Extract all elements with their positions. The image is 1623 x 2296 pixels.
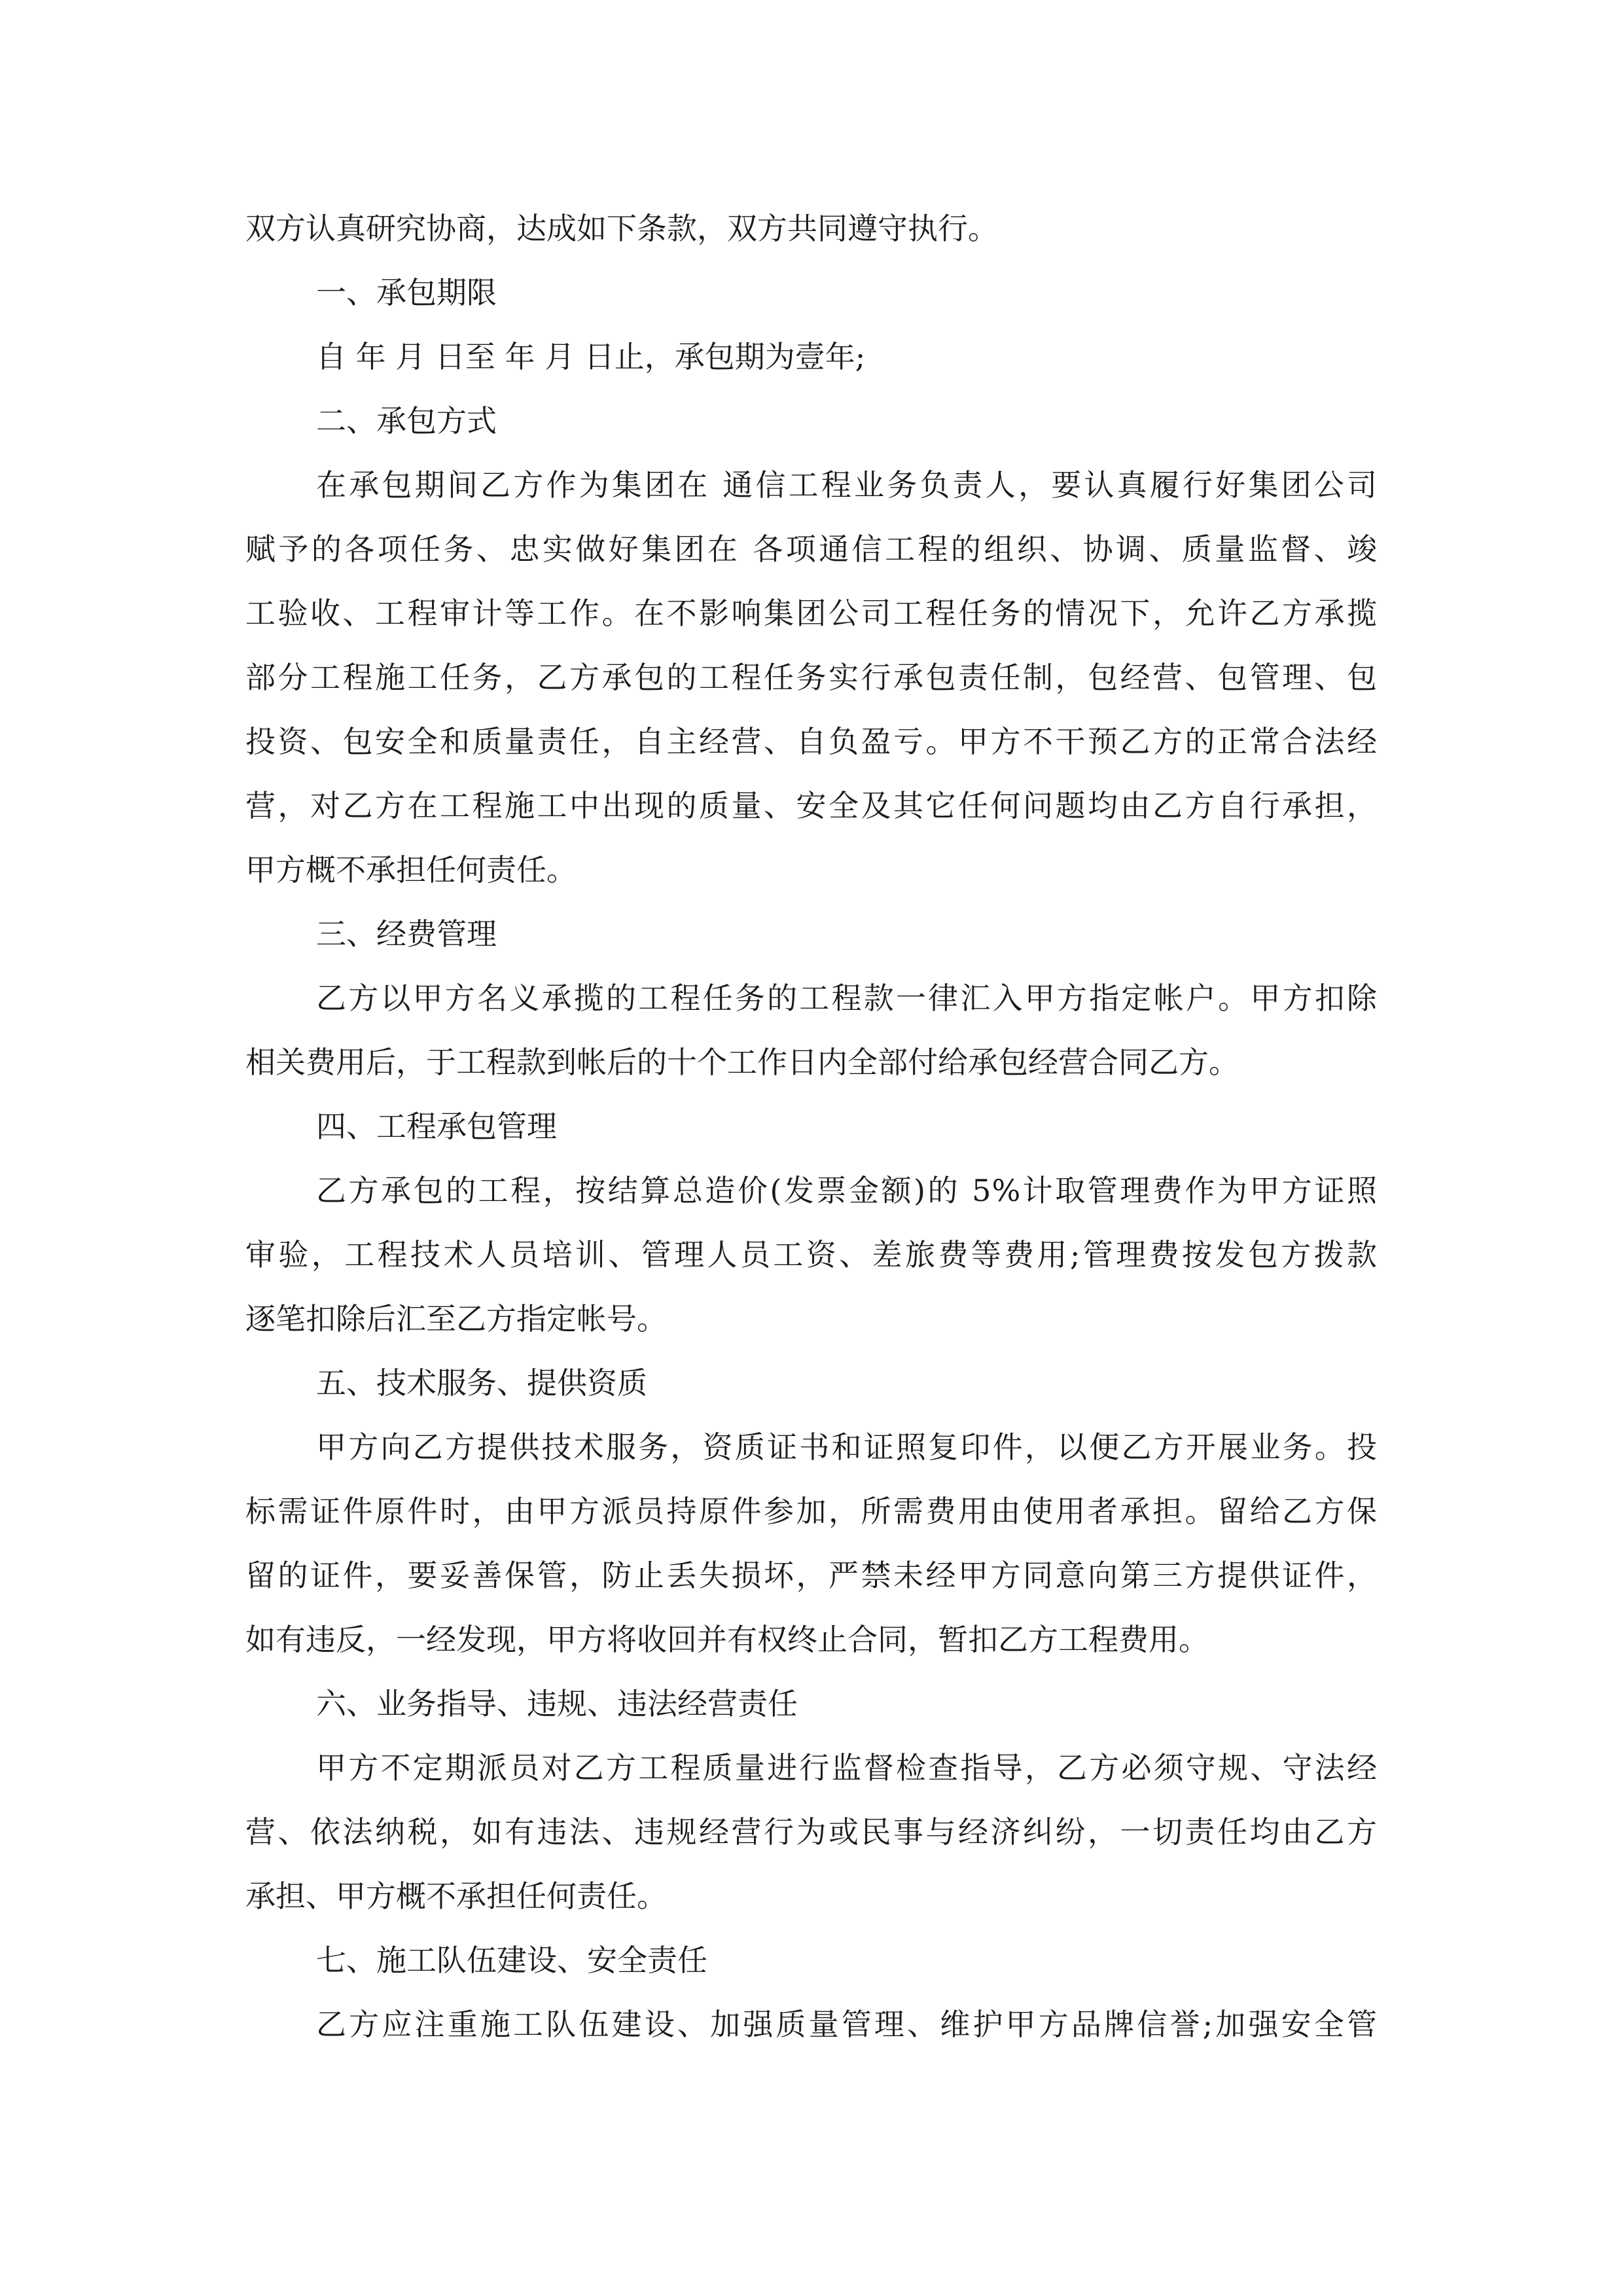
paragraph-line: 标需证件原件时，由甲方派员持原件参加，所需费用由使用者承担。留给乙方保 <box>245 1494 1378 1529</box>
paragraph-line: 赋予的各项任务、忠实做好集团在 各项通信工程的组织、协调、质量监督、竣 <box>245 531 1378 567</box>
paragraph-line: 甲方向乙方提供技术服务，资质证书和证照复印件，以便乙方开展业务。投 <box>316 1429 1378 1465</box>
paragraph-line: 乙方以甲方名义承揽的工程任务的工程款一律汇入甲方指定帐户。甲方扣除 <box>316 980 1378 1016</box>
paragraph-line: 工验收、工程审计等工作。在不影响集团公司工程任务的情况下，允许乙方承揽 <box>245 596 1378 631</box>
paragraph-line: 留的证件，要妥善保管，防止丢失损坏，严禁未经甲方同意向第三方提供证件， <box>245 1558 1378 1593</box>
paragraph-line: 营、依法纳税，如有违法、违规经营行为或民事与经济纠纷，一切责任均由乙方 <box>245 1814 1378 1850</box>
paragraph-line: 乙方承包的工程，按结算总造价(发票金额)的 5%计取管理费作为甲方证照 <box>316 1173 1378 1208</box>
paragraph-line: 在承包期间乙方作为集团在 通信工程业务负责人，要认真履行好集团公司 <box>316 467 1378 503</box>
paragraph-line: 承担、甲方概不承担任何责任。 <box>245 1878 667 1914</box>
paragraph-line: 如有违反，一经发现，甲方将收回并有权终止合同，暂扣乙方工程费用。 <box>245 1622 1209 1657</box>
section-heading: 七、施工队伍建设、安全责任 <box>316 1943 707 1978</box>
section-heading: 五、技术服务、提供资质 <box>316 1365 647 1401</box>
paragraph-line: 相关费用后，于工程款到帐后的十个工作日内全部付给承包经营合同乙方。 <box>245 1045 1239 1080</box>
paragraph-line: 营，对乙方在工程施工中出现的质量、安全及其它任何问题均由乙方自行承担， <box>245 788 1378 823</box>
paragraph-line: 投资、包安全和质量责任，自主经营、自负盈亏。甲方不干预乙方的正常合法经 <box>245 724 1378 759</box>
paragraph-line: 双方认真研究协商，达成如下条款，双方共同遵守执行。 <box>245 211 998 246</box>
section-heading: 二、承包方式 <box>316 403 497 439</box>
paragraph-line: 审验，工程技术人员培训、管理人员工资、差旅费等费用;管理费按发包方拨款 <box>245 1237 1378 1272</box>
paragraph-line: 部分工程施工任务，乙方承包的工程任务实行承包责任制，包经营、包管理、包 <box>245 660 1378 695</box>
paragraph-line: 甲方概不承担任何责任。 <box>245 852 577 888</box>
paragraph-line: 乙方应注重施工队伍建设、加强质量管理、维护甲方品牌信誉;加强安全管 <box>316 2007 1378 2042</box>
section-heading: 一、承包期限 <box>316 275 497 310</box>
paragraph-line: 逐笔扣除后汇至乙方指定帐号。 <box>245 1301 667 1336</box>
section-heading: 三、经费管理 <box>316 916 497 952</box>
section-heading: 四、工程承包管理 <box>316 1109 557 1144</box>
paragraph-line: 甲方不定期派员对乙方工程质量进行监督检查指导，乙方必须守规、守法经 <box>316 1750 1378 1785</box>
paragraph-line: 自 年 月 日至 年 月 日止，承包期为壹年; <box>316 339 866 374</box>
section-heading: 六、业务指导、违规、违法经营责任 <box>316 1686 798 1721</box>
